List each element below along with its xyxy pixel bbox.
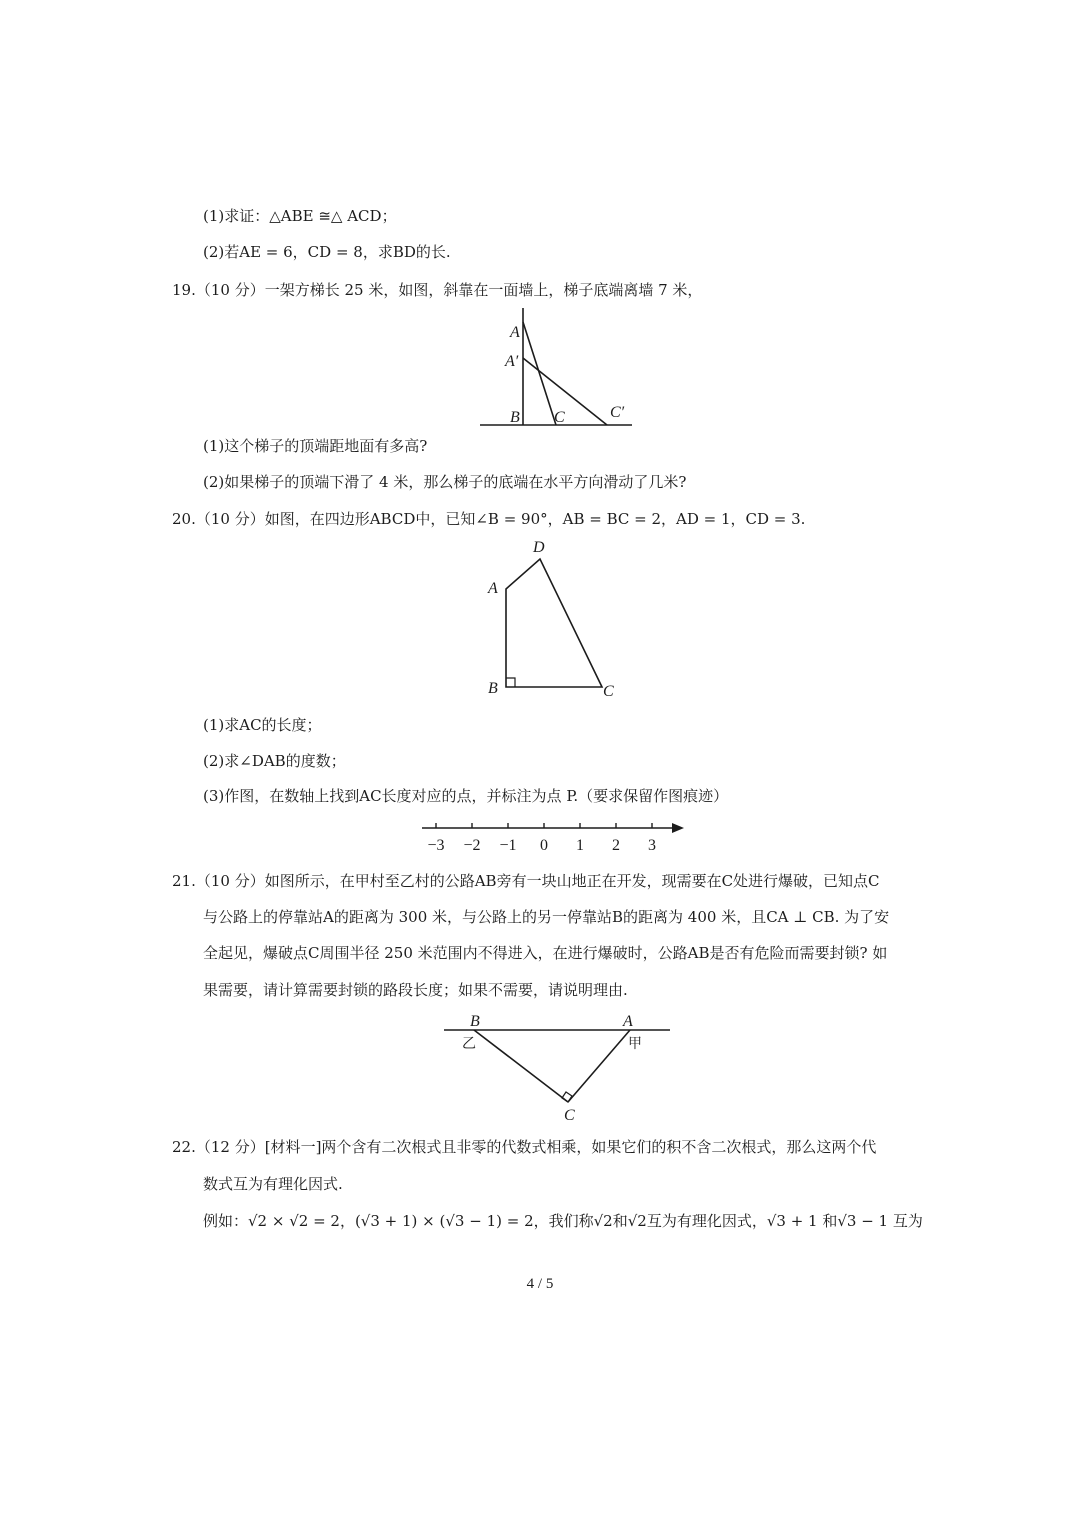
page-number: 4 / 5: [526, 1276, 554, 1292]
label-d: D: [533, 539, 545, 556]
quadrilateral-figure: [480, 535, 630, 705]
q21-line1: 21.（10 分）如图所示，在甲村至乙村的公路AB旁有一块山地正在开发，现需要在C处进行爆破，已知点C: [172, 872, 880, 890]
number-line-label: 2: [612, 837, 620, 854]
ladder-a-prime-c-prime: [523, 358, 607, 425]
q22-line2: 数式互为有理化因式.: [203, 1175, 343, 1193]
label-b: B: [470, 1013, 480, 1030]
q22-line1: 22.（12 分）[材料一]两个含有二次根式且非零的代数式相乘，如果它们的积不含二次根式，那么这两个代: [172, 1138, 877, 1156]
q20-part1: (1)求AC的长度；: [203, 716, 322, 734]
quadrilateral-abcd: [506, 559, 602, 687]
q20-part3: (3)作图，在数轴上找到AC长度对应的点，并标注为点 P.（要求保留作图痕迹）: [203, 787, 729, 805]
label-yi: 乙: [462, 1036, 476, 1052]
label-c: C: [554, 409, 565, 426]
label-c: C: [564, 1107, 575, 1124]
label-b: B: [488, 680, 498, 697]
label-a-prime: A′: [505, 353, 519, 370]
label-c: C: [603, 683, 614, 700]
label-jia: 甲: [628, 1036, 642, 1052]
right-angle-mark: [506, 678, 515, 687]
q19-part1: (1)这个梯子的顶端距地面有多高?: [203, 437, 428, 455]
ladder-ac: [523, 322, 556, 425]
ladder-figure: [470, 300, 640, 435]
number-line-label: −1: [499, 837, 517, 854]
label-b: B: [510, 409, 520, 426]
q18-part2: (2)若AE = 6，CD = 8，求BD的长.: [203, 243, 451, 261]
label-a: A: [623, 1013, 633, 1030]
number-line-label: −2: [463, 837, 481, 854]
q22-line3: 例如：√2 × √2 = 2，(√3 + 1) × (√3 − 1) = 2，我们称√2和√2互为有理化因式，√3 + 1 和√3 − 1 互为: [203, 1212, 923, 1230]
label-a: A: [510, 324, 520, 341]
number-line-label: 0: [540, 837, 548, 854]
segment-bc: [474, 1030, 568, 1102]
q20-stem: 20.（10 分）如图，在四边形ABCD中，已知∠B = 90°，AB = BC = 2，AD = 1，CD = 3.: [172, 510, 806, 528]
number-line: [418, 812, 688, 856]
segment-ac: [568, 1030, 630, 1102]
q21-line4: 果需要，请计算需要封锁的路段长度；如果不需要，请说明理由.: [203, 981, 628, 999]
q19-stem: 19.（10 分）一架方梯长 25 米，如图，斜靠在一面墙上，梯子底端离墙 7 米，: [172, 281, 703, 299]
number-line-label: 1: [576, 837, 584, 854]
q21-line2: 与公路上的停靠站A的距离为 300 米，与公路上的另一停靠站B的距离为 400 米，且CA ⊥ CB. 为了安: [203, 908, 890, 926]
q20-part2: (2)求∠DAB的度数；: [203, 752, 346, 770]
road-figure: [440, 1010, 675, 1125]
number-line-label: −3: [427, 837, 445, 854]
label-c-prime: C′: [610, 404, 625, 421]
q18-part1: (1)求证：△ABE ≅△ ACD；: [203, 207, 397, 225]
q21-line3: 全起见，爆破点C周围半径 250 米范围内不得进入，在进行爆破时，公路AB是否有危险而需要封锁? 如: [203, 944, 888, 962]
q19-part2: (2)如果梯子的顶端下滑了 4 米，那么梯子的底端在水平方向滑动了几米?: [203, 473, 687, 491]
label-a: A: [488, 580, 498, 597]
axis-arrow: [672, 823, 684, 833]
number-line-label: 3: [648, 837, 656, 854]
